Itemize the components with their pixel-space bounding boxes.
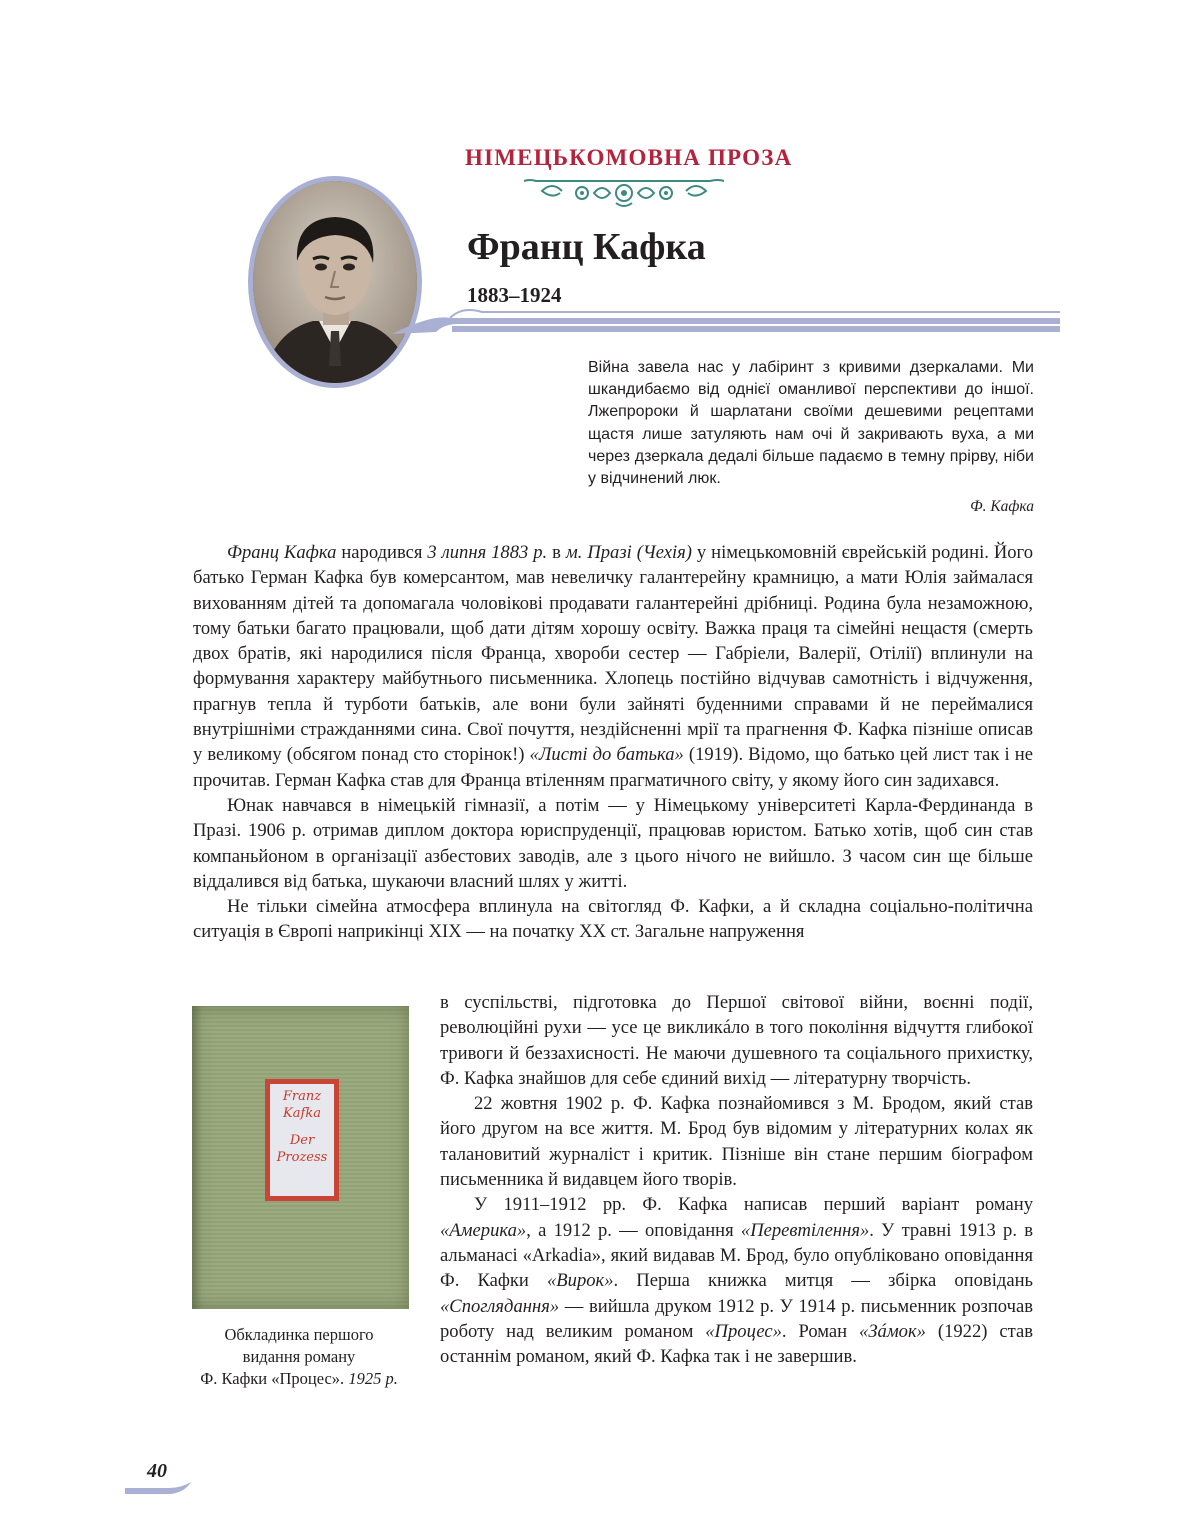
epigraph-author: Ф. Кафка [970, 498, 1034, 515]
paragraph-5: У 1911–1912 рр. Ф. Кафка написав перший варіант роману «Америка», а 1912 р. — оповідання «Перевтілення». У травні 1913 р. в альманасі «Arkadia», який видавав М. Брод, було опубліковано оповідання Ф. Кафки «Вирок». Перша книжка митця — збірка оповідань «Споглядання» — вийшла друком 1912 р. У 1914 р. письменник розпочав роботу над великим романом «Процес». Роман «Зáмок» (1922) став останнім романом, який Ф. Кафка так і не завершив. [440, 1194, 1034, 1368]
author-name: Франц Кафка [467, 226, 706, 268]
cover-text-line: Der [289, 1133, 315, 1148]
book-cover-label [265, 1079, 339, 1201]
author-years: 1883–1924 [467, 283, 562, 307]
cover-text-line: Prozess [276, 1150, 328, 1165]
side-text-column [440, 990, 1033, 1369]
book-cover-image [192, 1006, 409, 1309]
figure-caption: Обкладинка першого видання роману Ф. Кафки «Процес». 1925 р. [200, 1325, 398, 1388]
epigraph-quote: Війна завела нас у лабіринт з кривими дзеркалами. Ми шкандибаємо від однієї оманливої перспективи до іншої. Лжепророки й шарлатани своїми дешевими рецептами щастя лише затуляють нам очі й закривають вуха, а ми через дзеркала дедалі більше падаємо в темну прірву, ніби у відчинений люк. [588, 359, 1034, 488]
page-number: 40 [147, 1460, 167, 1482]
cover-text-line: Kafka [283, 1106, 321, 1121]
paragraph-4: 22 жовтня 1902 р. Ф. Кафка познайомився з М. Бродом, який став його другом на все життя. М. Брод був відомим у літературних колах як талановитий журналіст і критик. Пізніше він стане першим біографом письменника й видавцем його творів. [440, 1093, 1033, 1191]
main-text-column [193, 540, 1033, 945]
section-title: НІМЕЦЬКОМОВНА ПРОЗА [465, 145, 793, 170]
cover-text-line: Franz [282, 1089, 322, 1104]
paragraph-3-continued: в суспільстві, підготовка до Першої світової війни, воєнні події, революційні рухи — усе це викликáло в того покоління відчуття глибокої тривоги й беззахисності. Не маючи душевного та соціального прихистку, Ф. Кафка знайшов для себе єдиний вихід — літературну творчість. [440, 992, 1033, 1089]
page-number-decoration [125, 1482, 195, 1498]
ornament-divider [522, 175, 726, 209]
paragraph-1: Франц Кафка народився 3 липня 1883 р. в м. Празі (Чехія) у німецькомовній єврейській родині. Його батько Герман Кафка був комерсантом, мав невеличку галантерейну крамницю, а мати Юлія займалася вихованням дітей та допомагала чоловікові продавати галантерейні дрібниці. Родина була незаможною, тому батьки багато працювали, щоб дати дітям хорошу освіту. Важка праця та сімейні нещастя (смерть двох братів, які народилися після Франца, хвороби сестер — Габріели, Валерії, Отілії) вплинули на формування характеру майбутнього письменника. Хлопець постійно відчував самотність і відчуження, прагнув тепла й турботи батьків, але вони були зайняті буденними справами й не переймалися внутрішніми стражданнями сина. Свої почуття, нездійсненні мрії та прагнення Ф. Кафка пізніше описав у великому (обсягом понад сто сторінок!) «Листі до батька» (1919). Відомо, що батько цей лист так і не прочитав. Герман Кафка став для Франца втіленням прагматичного світу, у якому його син задихався. [193, 542, 1034, 791]
author-portrait [248, 176, 422, 388]
title-banner-decoration [392, 308, 1060, 338]
paragraph-2: Юнак навчався в німецькій гімназії, а потім — у Німецькому університеті Карла-Фердинанда в Празі. 1906 р. отримав диплом доктора юриспруденції, працював юристом. Батько хотів, щоб син став компаньйоном в організації азбестових заводів, але з цього нічого не вийшло. З часом син ще більше віддалився від батька, шукаючи власний шлях у житті. [193, 794, 1033, 892]
paragraph-3-start: Не тільки сімейна атмосфера вплинула на світогляд Ф. Кафки, а й складна соціально-політична ситуація в Європі наприкінці XIX — на початку XX ст. Загальне напруження [193, 896, 1033, 943]
